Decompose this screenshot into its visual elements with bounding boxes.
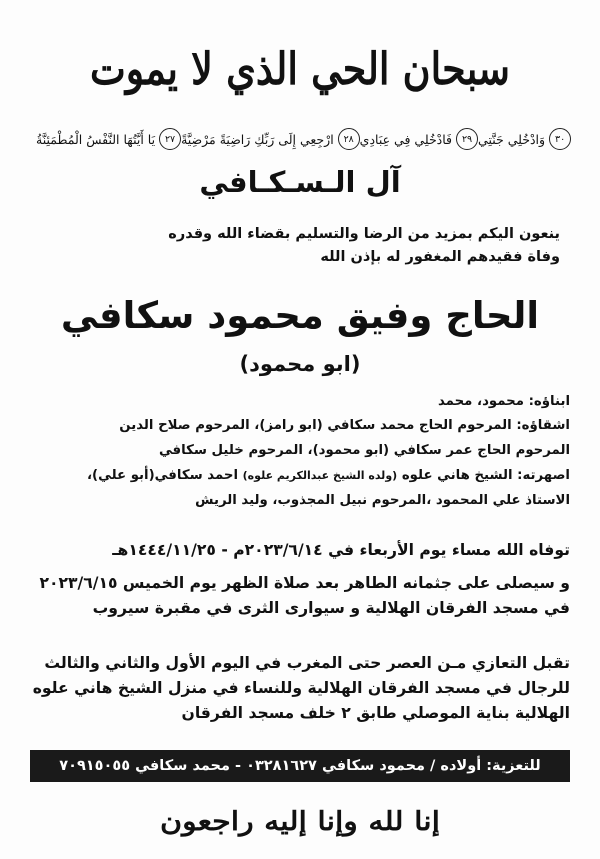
relatives-in-laws-line-2: الاستاذ علي المحمود ،المرحوم نبيل المجذوب، وليد الريش [195,493,570,508]
deceased-name: الحاج وفيق محمود سكافي [60,294,540,337]
condolences-line-3: الهلالية بناية الموصلي طابق ٢ خلف مسجد الفرقان [181,704,570,722]
relatives-sons: ابناؤه: محمود، محمد [437,394,570,409]
ayah-number-marker: ٢٧ [159,128,181,150]
family-name: آل الـسـكـافي [199,165,401,199]
in-laws-part-c: احمد سكافي(أبو علي)، [87,468,239,483]
death-info: توفاه الله مساء يوم الأربعاء في ٢٠٢٣/٦/١٤م - ١٤٤٤/١١/٢٥هـ [112,541,570,559]
prayer-info-line-1: و سيصلى على جثمانه الطاهر بعد صلاة الظهر يوم الخميس ٢٠٢٣/٦/١٥ [39,574,570,592]
quran-verses [36,124,564,154]
deceased-kunya: (ابو محمود) [239,352,361,376]
verse-28 [181,128,360,150]
footer-calligraphy [150,792,450,848]
verse-text: وَادْخُلِي جَنَّتِي [478,131,546,147]
relatives-brothers-line-2: المرحوم الحاج عمر سكافي (ابو محمود)، المرحوم خليل سكافي [158,443,570,458]
in-laws-part-a: اصهرته: الشيخ هاني علوه [401,468,570,483]
verse-30 [478,128,571,150]
verse-text: فَادْخُلِي فِي عِبَادِي [359,131,453,147]
relatives-brothers-line-1: اشقاؤه: المرحوم الحاج محمد سكافي (ابو رامز)، المرحوم صلاح الدين [119,418,570,433]
condolence-contact-text: للتعزية: أولاده / محمود سكافي ٠٣٢٨١٦٢٧ - محمد سكافي ٧٠٩١٥٠٥٥ [59,758,541,774]
verse-text: ارْجِعِي إِلَى رَبِّكِ رَاضِيَةً مَرْضِيَّةً [181,131,334,147]
ayah-number-marker: ٢٩ [456,128,478,150]
condolences-line-1: تقبل التعازي مـن العصر حتى المغرب في اليوم الأول والثاني والثالث [44,654,570,672]
header-calligraphy-text: سبحان الحي الذي لا يموت [90,44,577,95]
relatives-in-laws-line-1 [25,466,570,486]
header-calligraphy [85,22,577,114]
prayer-info-line-2: في مسجد الفرقان الهلالية و سيوارى الثرى في مقبرة سيروب [92,599,570,617]
footer-calligraphy-text: إنا لله وإنا إليه راجعون [160,807,440,837]
announcement-line-2: وفاة فقيدهم المغفور له بإذن الله [320,249,560,265]
condolence-contact-bar [30,750,570,782]
condolences-line-2: للرجال في مسجد الفرقان الهلالية وللنساء في منزل الشيخ هاني علوه [32,679,570,697]
ayah-number-marker: ٣٠ [549,128,571,150]
verse-27 [36,128,181,150]
in-laws-part-b: (ولده الشيخ عبدالكريم علوه) [242,469,398,482]
ayah-number-marker: ٢٨ [338,128,360,150]
announcement-line-1: ينعون اليكم بمزيد من الرضا والتسليم بقضاء الله وقدره [168,226,560,242]
verse-text: يَا أَيَّتُهَا النَّفْسُ الْمُطْمَئِنَّةُ [36,131,156,147]
verse-29 [360,128,478,150]
